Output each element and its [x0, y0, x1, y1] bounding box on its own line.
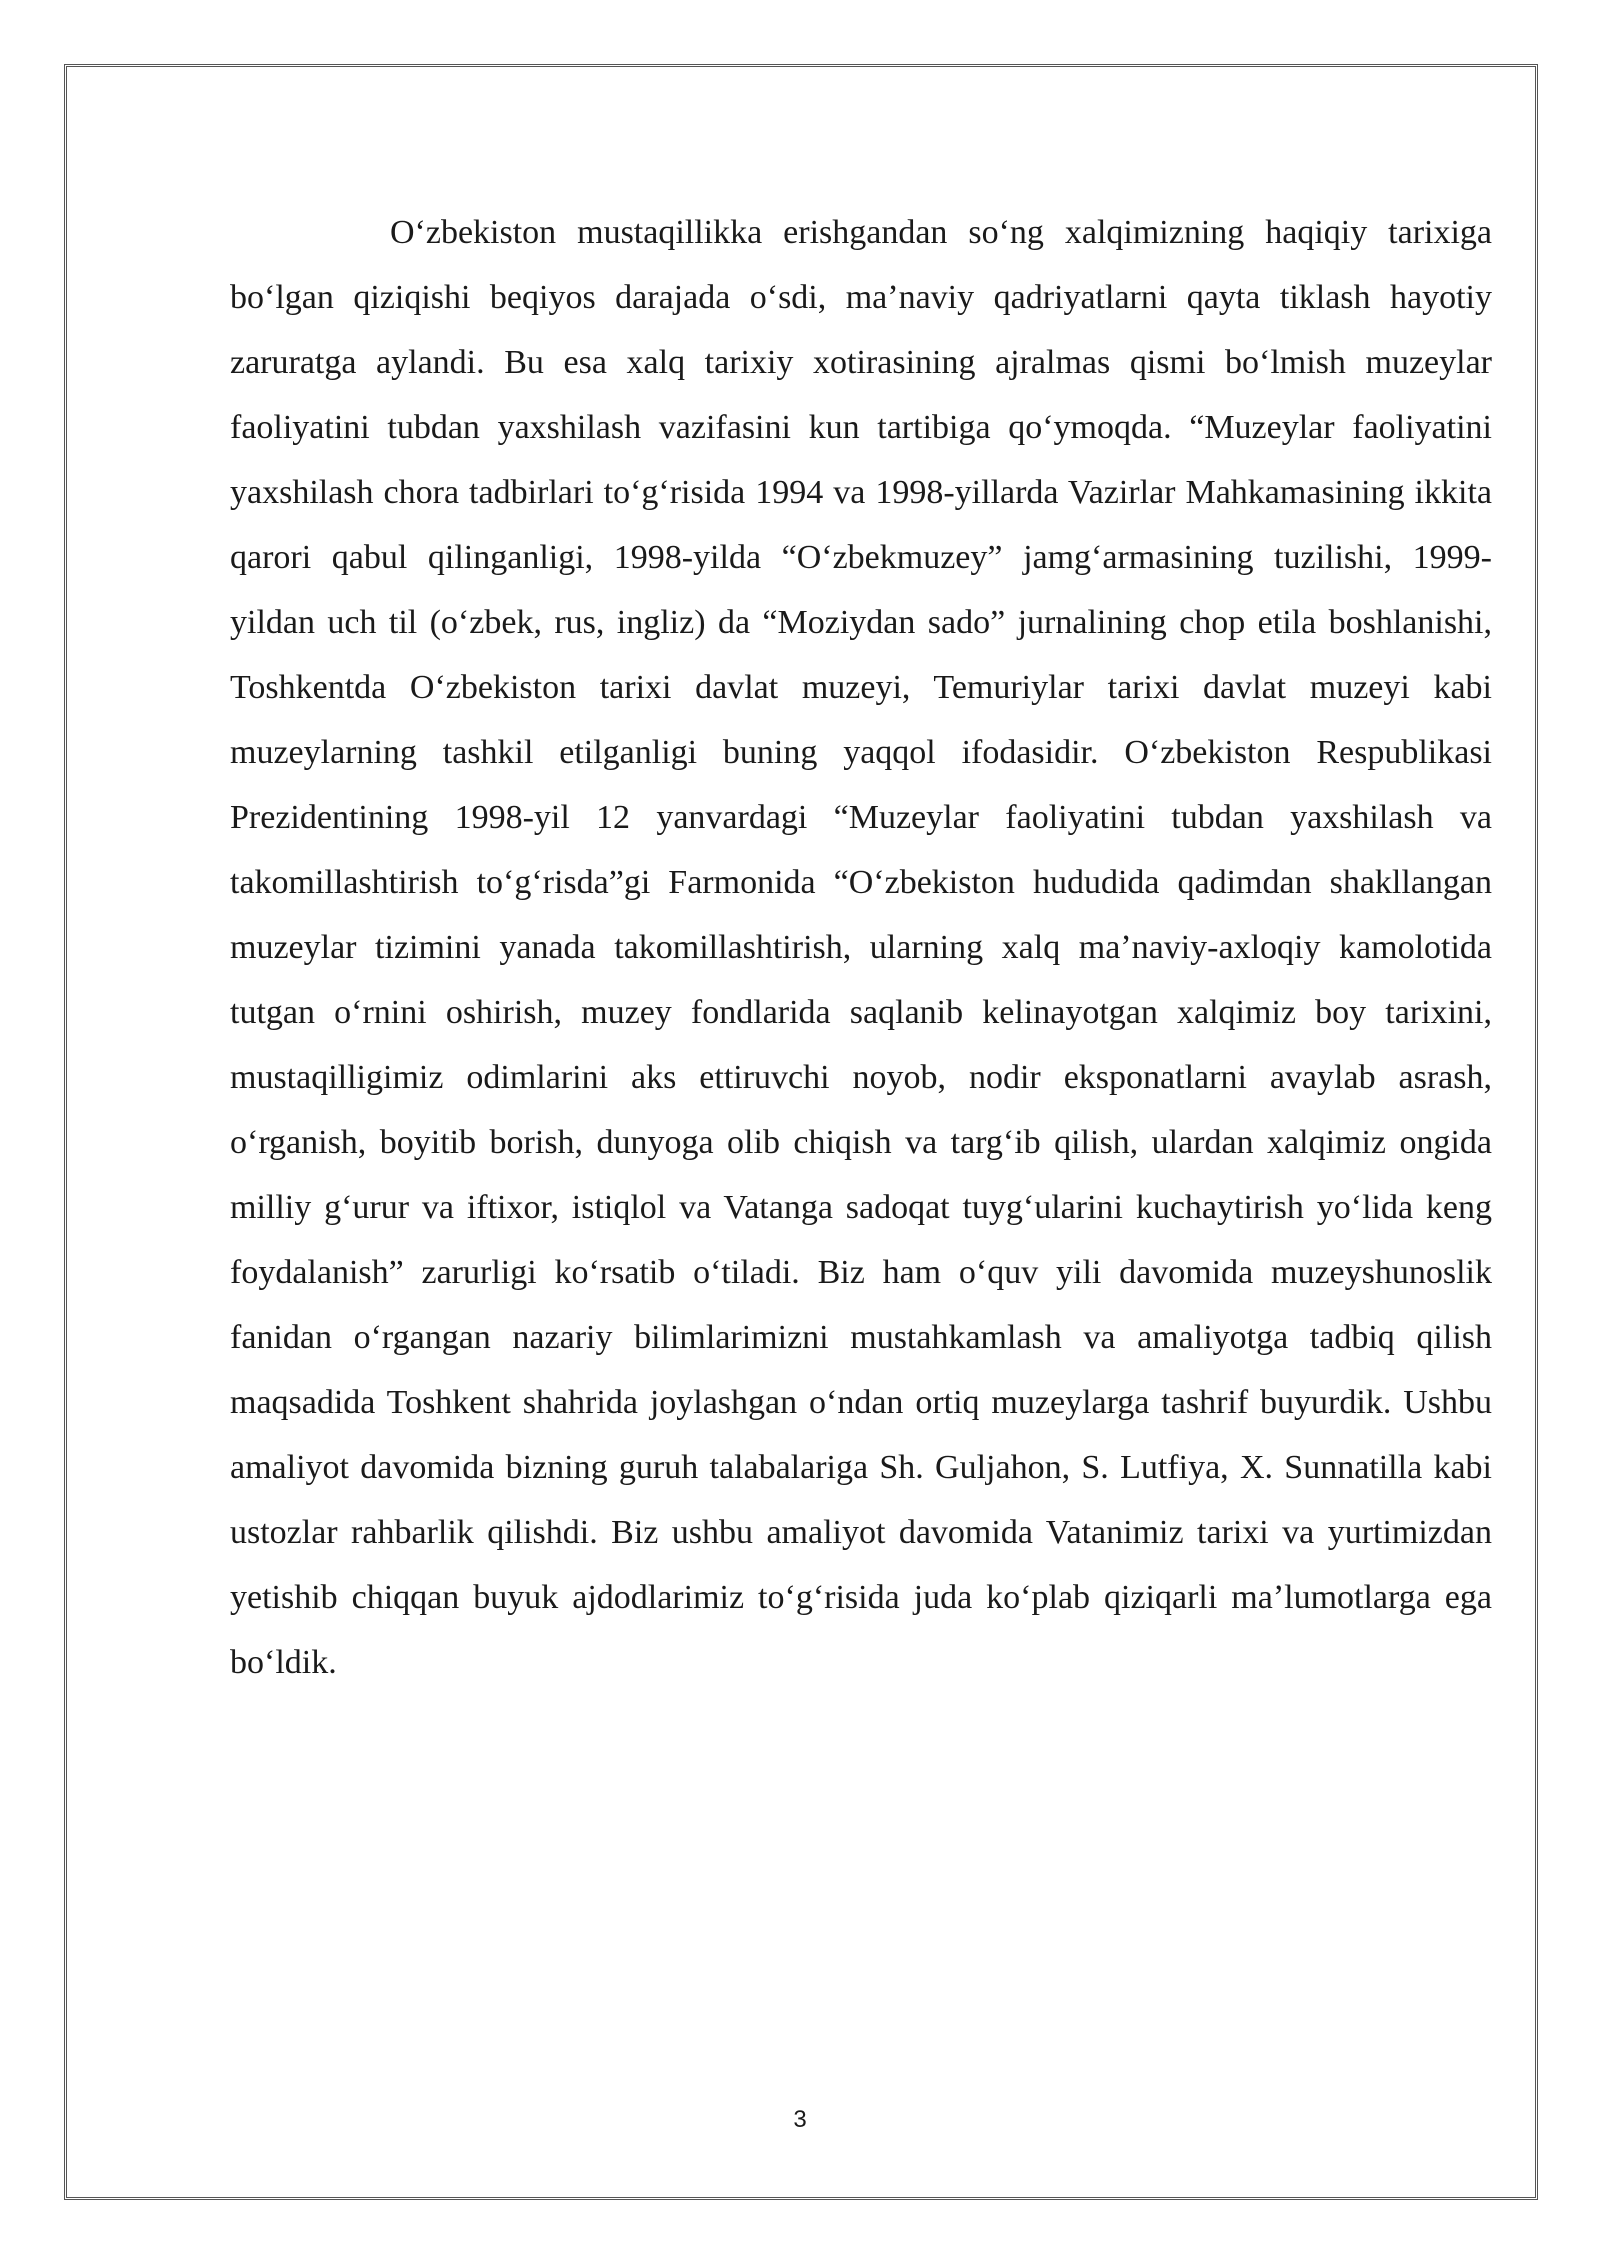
- page-number: 3: [793, 2106, 807, 2133]
- body-paragraph: Oʻzbekiston mustaqillikka erishgandan soʻng xalqimizning haqiqiy tarixiga boʻlgan qiziqishi beqiyos darajada oʻsdi, maʼnaviy qadriyatlarni qayta tiklash hayotiy zaruratga aylandi. Bu esa xalq tarixiy xotirasining ajralmas qismi boʻlmish muzeylar faoliyatini tubdan yaxshilash vazifasini kun tartibiga qoʻymoqda. “Muzeylar faoliyatini yaxshilash chora tadbirlari toʻgʻrisida 1994 va 1998-yillarda Vazirlar Mahkamasining ikkita qarori qabul qilinganligi, 1998-yilda “Oʻzbekmuzey” jamgʻarmasining tuzilishi, 1999-yildan uch til (oʻzbek, rus, ingliz) da “Moziydan sado” jurnalining chop etila boshlanishi, Toshkentda Oʻzbekiston tarixi davlat muzeyi, Temuriylar tarixi davlat muzeyi kabi muzeylarning tashkil etilganligi buning yaqqol ifodasidir. Oʻzbekiston Respublikasi Prezidentining 1998-yil 12 yanvardagi “Muzeylar faoliyatini tubdan yaxshilash va takomillashtirish toʻgʻrisda”gi Farmonida “Oʻzbekiston hududida qadimdan shakllangan muzeylar tizimini yanada takomillashtirish, ularning xalq maʼnaviy-axloqiy kamolotida tutgan oʻrnini oshirish, muzey fondlarida saqlanib kelinayotgan xalqimiz boy tarixini, mustaqilligimiz odimlarini aks ettiruvchi noyob, nodir eksponatlarni avaylab asrash, oʻrganish, boyitib borish, dunyoga olib chiqish va targʻib qilish, ulardan xalqimiz ongida milliy gʻurur va iftixor, istiqlol va Vatanga sadoqat tuygʻularini kuchaytirish yoʻlida keng foydalanish” zarurligi koʻrsatib oʻtiladi. Biz ham oʻquv yili davomida muzeyshunoslik fanidan oʻrgangan nazariy bilimlarimizni mustahkamlash va amaliyotga tadbiq qilish maqsadida Toshkent shahrida joylashgan oʻndan ortiq muzeylarga tashrif buyurdik. Ushbu amaliyot davomida bizning guruh talabalariga Sh. Guljahon, S. Lutfiya, X. Sunnatilla kabi ustozlar rahbarlik qilishdi. Biz ushbu amaliyot davomida Vatanimiz tarixi va yurtimizdan yetishib chiqqan buyuk ajdodlarimiz toʻgʻrisida juda koʻplab qiziqarli maʼlumotlarga ega boʻldik.: [230, 214, 1492, 1681]
